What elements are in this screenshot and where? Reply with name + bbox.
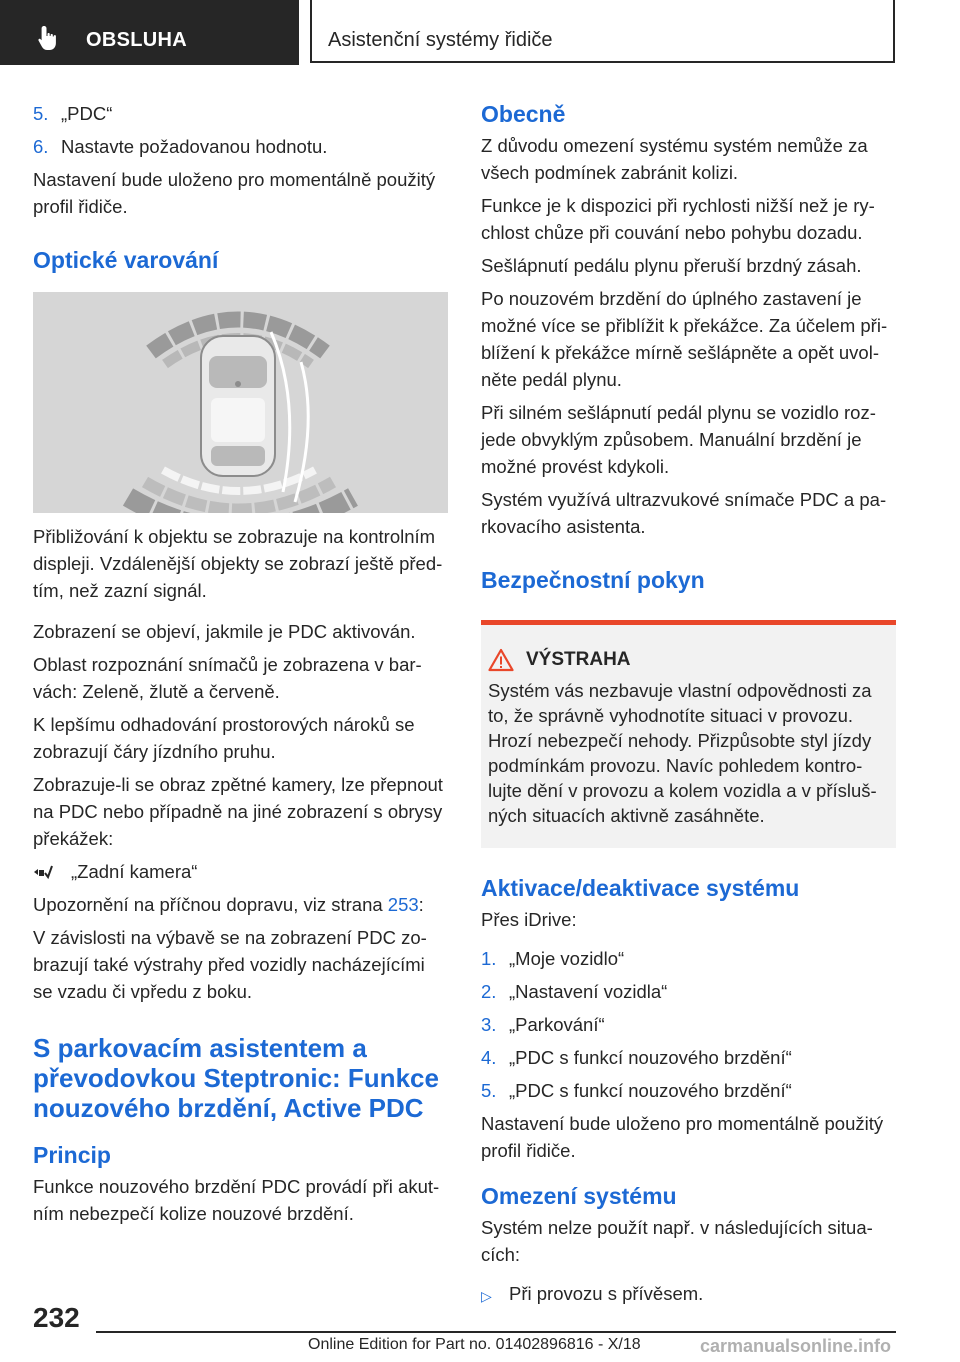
rear-camera-option	[33, 858, 448, 885]
step-text: „PDC s funkcí nouzového brzdění“	[509, 1080, 792, 1101]
heading-limits: Omezení systému	[481, 1183, 677, 1209]
pdc-display-illustration	[33, 292, 448, 513]
left-column	[33, 100, 448, 1233]
paragraph-lines: K lepšímu odhadování prostorových nároků se zobrazují čáry jízdního pruhu.	[33, 714, 415, 762]
paragraph-general-6: Systém využívá ultrazvukové snímače PDC a parkovacího asistenta.	[481, 489, 887, 537]
warning-box	[481, 620, 896, 848]
heading-safety: Bezpečnostní pokyn	[481, 567, 705, 593]
section-tab	[0, 0, 299, 65]
list-item	[481, 1011, 896, 1038]
list-item	[481, 1077, 896, 1104]
cross-traffic-colon: :	[418, 894, 424, 915]
list-item	[33, 133, 448, 160]
list-item	[481, 945, 896, 972]
step-number: 6.	[33, 136, 49, 157]
warning-header	[488, 647, 882, 672]
chapter-tab	[310, 0, 895, 63]
step-text: „Moje vozidlo“	[509, 948, 625, 969]
list-item	[481, 1044, 896, 1071]
step-text: Nastavte požadovanou hodnotu.	[61, 136, 328, 157]
warning-text: Systém vás nezbavuje vlastní odpovědnosti za to, že správně vyhodnotíte situaci v provozu. Hrozí nebezpečí nehody. Přizpůsobte styl jízdy podmínkám provozu. Navíc pohledem kontrolujte dění v provozu a kolem vozidla a v příslušných situacích aktivně zasáhněte.	[488, 680, 877, 826]
paragraph-general-5: Při silném sešlápnutí pedál plynu se vozidlo rozjede obvyklým způsobem. Manuální brzdění je možné provést kdykoli.	[481, 402, 876, 477]
rear-camera-label: „Zadní kamera“	[71, 861, 198, 882]
heading-parking-assistant: S parkovacím asistentem a převodovkou Steptronic: Funkce nouzového brzdění, Active PDC	[33, 1033, 439, 1123]
step-number: 2.	[481, 981, 497, 1002]
heading-general: Obecně	[481, 101, 566, 127]
car-sensor-icon	[33, 292, 448, 513]
paragraph-area: Oblast rozpoznání snímačů je zobrazena v barvách: Zeleně, žlutě a červeně.	[33, 654, 422, 702]
bullet-text: Při provozu s přívěsem.	[509, 1283, 704, 1304]
step-text: „PDC s funkcí nouzového brzdění“	[509, 1047, 792, 1068]
paragraph-saved-right: Nastavení bude uloženo pro momentálně použitý profil řidiče.	[481, 1113, 884, 1161]
step-number: 5.	[481, 1080, 497, 1101]
watermark: carmanualsonline.info	[700, 1336, 892, 1356]
paragraph-general-2: Funkce je k dispozici při rychlosti nižší než je rychlost chůze při couvání nebo pohybu dozadu.	[481, 195, 875, 243]
step-text: „Parkování“	[509, 1014, 605, 1035]
paragraph-approach: Přibližování k objektu se zobrazuje na kontrolním displeji. Vzdálenější objekty se zobrazí ještě předtím, než zazní signál.	[33, 526, 443, 601]
paragraph-switch: Zobrazuje-li se obraz zpětné kamery, lze přepnout na PDC nebo případně na jiné zobrazení s obrysy překážek:	[33, 774, 443, 849]
paragraph-cross-traffic	[33, 891, 448, 918]
paragraph-limits: Systém nelze použít např. v následujících situacích:	[481, 1217, 873, 1265]
paragraph-display: Zobrazení se objeví, jakmile je PDC aktivován.	[33, 621, 416, 642]
heading-activation: Aktivace/deaktivace systému	[481, 875, 800, 901]
bullet-arrow-icon: ▷	[481, 1288, 492, 1304]
paragraph-saved: Nastavení bude uloženo pro momentálně použitý profil řidiče.	[33, 169, 436, 217]
hand-pointer-icon	[36, 24, 62, 52]
list-item	[33, 100, 448, 127]
paragraph-depend: V závislosti na výbavě se na zobrazení PDC zobrazují také výstrahy před vozidly nacházejícími se vzadu či vpředu z boku.	[33, 927, 427, 1002]
heading-principle: Princip	[33, 1142, 111, 1168]
page-link-253[interactable]: 253	[387, 894, 419, 915]
footer-divider	[96, 1331, 896, 1333]
step-number: 5.	[33, 103, 49, 124]
heading-optical-warning: Optické varování	[33, 247, 219, 273]
list-item	[481, 1280, 896, 1310]
right-column	[481, 100, 896, 1316]
step-text: „PDC“	[61, 103, 113, 124]
warning-triangle-icon	[488, 648, 514, 672]
step-text: „Nastavení vozidla“	[509, 981, 668, 1002]
step-number: 4.	[481, 1047, 497, 1068]
cross-traffic-text: Upozornění na příčnou dopravu, viz strana	[33, 894, 388, 915]
paragraph-principle: Funkce nouzového brzdění PDC provádí při akutním nebezpečí kolize nouzové brzdění.	[33, 1176, 440, 1224]
step-number: 1.	[481, 948, 497, 969]
chapter-title: Asistenční systémy řidiče	[328, 29, 553, 51]
warning-title: VÝSTRAHA	[526, 649, 631, 670]
rear-camera-icon	[33, 862, 53, 882]
section-label: OBSLUHA	[86, 29, 187, 51]
paragraph-general-1: Z důvodu omezení systému systém nemůže za všech podmínek zabránit kolizi.	[481, 135, 868, 183]
paragraph-general-4: Po nouzovém brzdění do úplného zastavení je možné více se přiblížit k překážce. Za účelem přiblížení k překážce mírně sešlápněte a opět uvolněte pedál plynu.	[481, 288, 888, 390]
step-number: 3.	[481, 1014, 497, 1035]
page-number: 232	[33, 1302, 80, 1333]
footer-edition: Online Edition for Part no. 01402896816 - X/18	[308, 1336, 641, 1353]
paragraph-via-idrive: Přes iDrive:	[481, 909, 577, 930]
list-item	[481, 978, 896, 1005]
paragraph-general-3: Sešlápnutí pedálu plynu přeruší brzdný zásah.	[481, 255, 862, 276]
